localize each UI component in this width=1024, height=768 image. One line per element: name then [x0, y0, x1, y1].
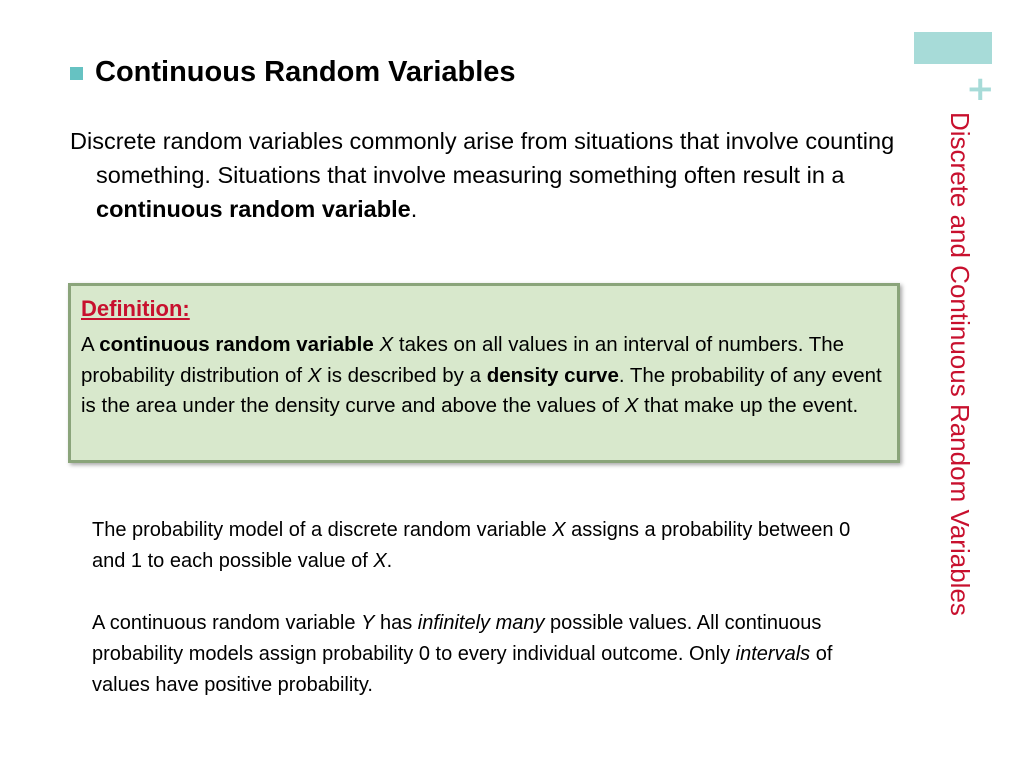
density-curve-term: density curve [486, 363, 619, 387]
note2-text-4: of values have positive probability. [92, 643, 833, 696]
plus-icon: + [966, 69, 995, 109]
note2-text-2: has [374, 612, 418, 634]
definition-body [81, 330, 887, 422]
definition-box [68, 283, 900, 463]
note-continuous-model [92, 608, 882, 701]
note2-text-1: A continuous random variable [92, 612, 362, 634]
definition-text-4: is described by a [321, 363, 487, 387]
note2-text-3: possible values. All continuous probability models assign probability 0 to every individual outcome. Only [92, 612, 822, 665]
infinitely-many-term: infinitely many [417, 612, 545, 634]
definition-title: Definition: [81, 296, 190, 321]
heading-text: Continuous Random Variables [95, 56, 516, 88]
intro-paragraph [70, 124, 916, 226]
note1-text-3: . [386, 550, 393, 572]
intro-end: . [410, 196, 418, 222]
definition-text-3: takes on all values in an interval of numbers. The probability distribution of [81, 333, 845, 387]
variable-x: X [552, 519, 566, 541]
definition-text-5: . The probability of any event is the area under the density curve and above the values of [81, 363, 882, 417]
variable-x: X [373, 550, 387, 572]
variable-x: X [307, 363, 322, 387]
intervals-term: intervals [735, 643, 811, 665]
bullet-square-icon [70, 67, 83, 80]
note1-text-1: The probability model of a discrete random variable [92, 519, 553, 541]
variable-y: Y [361, 612, 375, 634]
intro-bold-term: continuous random variable [96, 196, 411, 222]
intro-text: Discrete random variables commonly arise from situations that involve counting something. Situations that involve measuring something often result in a [70, 128, 895, 188]
definition-text-6: that make up the event. [638, 394, 859, 417]
side-title: Discrete and Continuous Random Variables [945, 112, 975, 616]
note-discrete-model [92, 515, 882, 577]
slide-heading [70, 56, 516, 89]
variable-x: X [379, 333, 394, 356]
definition-term: continuous random variable [99, 333, 374, 356]
variable-x: X [624, 394, 639, 417]
note1-text-2: assigns a probability between 0 and 1 to each possible value of [92, 519, 851, 572]
accent-bar [914, 32, 992, 64]
definition-text-1: A [81, 333, 100, 356]
